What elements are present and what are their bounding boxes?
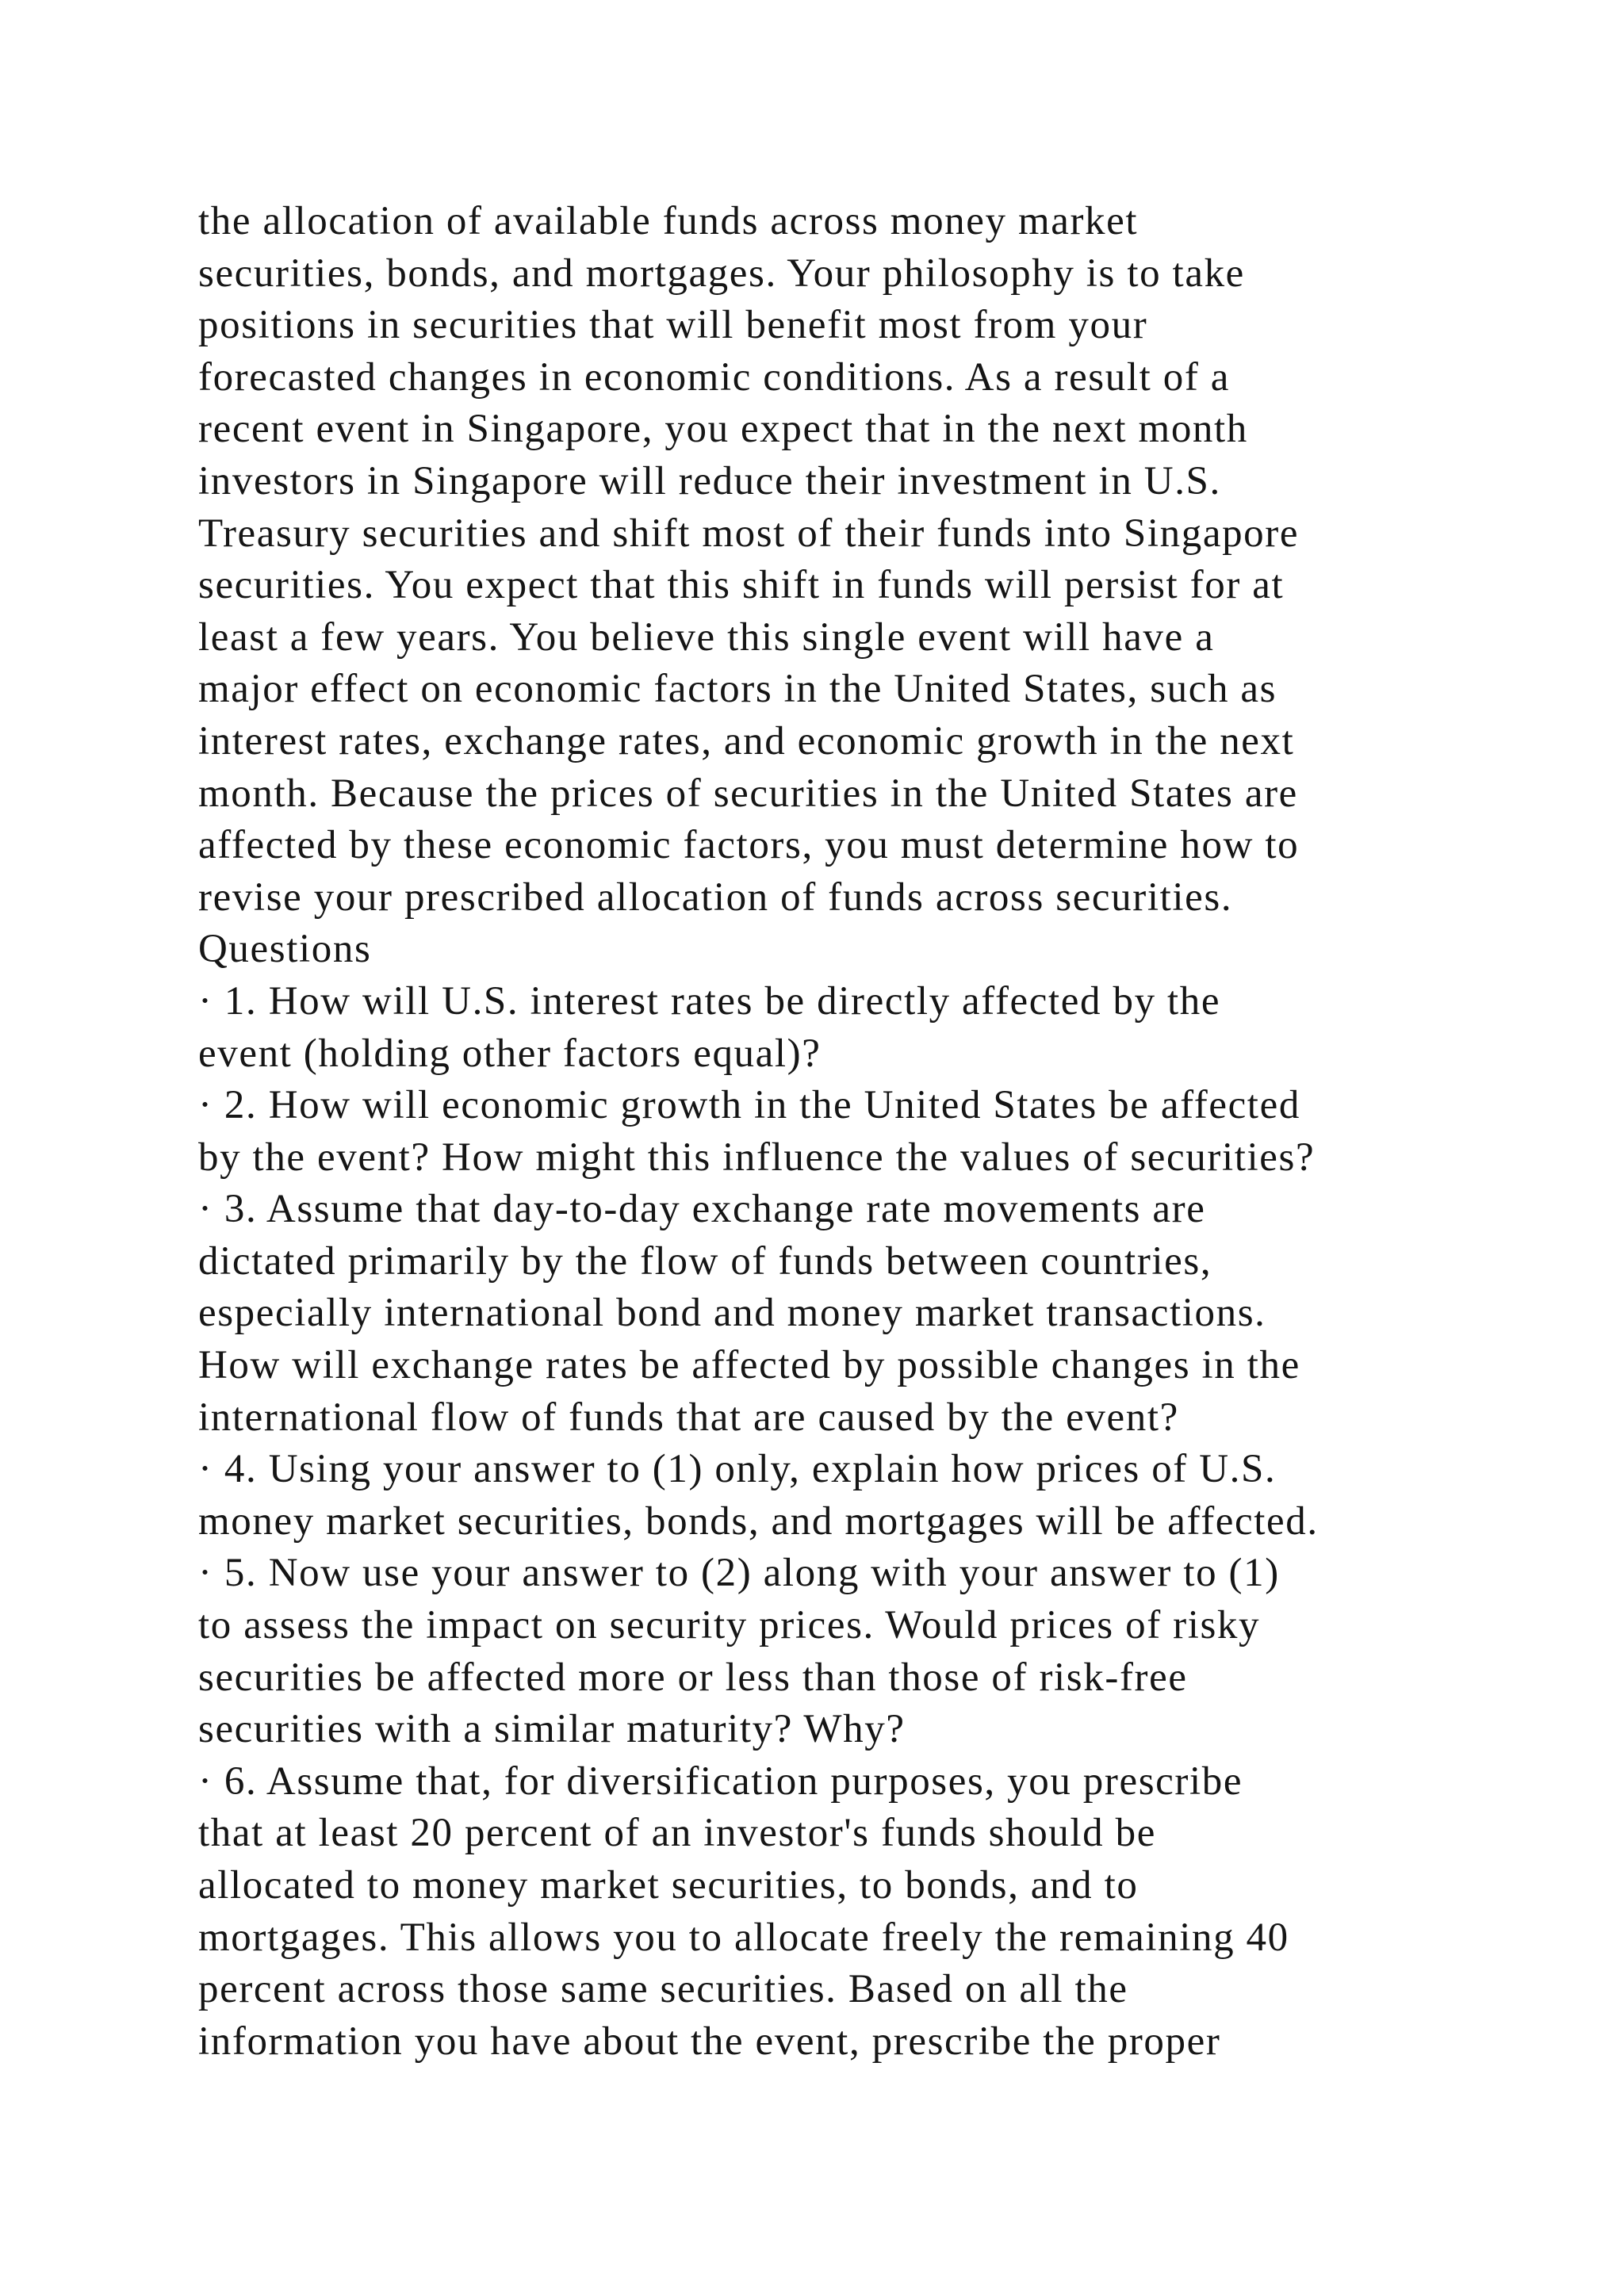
question-6-line: allocated to money market securities, to bonds, and to bbox=[198, 1863, 1139, 1908]
text-line: the allocation of available funds across money market bbox=[198, 199, 1139, 243]
question-3-line: · 3. Assume that day-to-day exchange rate movements are bbox=[198, 1187, 1206, 1232]
question-3-line: How will exchange rates be affected by possible changes in the bbox=[198, 1343, 1300, 1388]
text-line: forecasted changes in economic conditions. As a result of a bbox=[198, 354, 1231, 400]
question-6-line: information you have about the event, prescribe the proper bbox=[198, 2019, 1221, 2064]
text-line: major effect on economic factors in the United States, such as bbox=[198, 667, 1277, 712]
question-3-line: especially international bond and money market transactions. bbox=[198, 1291, 1266, 1336]
question-5-line: · 5. Now use your answer to (2) along with your answer to (1) bbox=[198, 1551, 1280, 1596]
text-line: least a few years. You believe this single event will have a bbox=[198, 614, 1215, 660]
question-4-line: · 4. Using your answer to (1) only, explain how prices of U.S. bbox=[198, 1447, 1277, 1492]
section-heading: Questions bbox=[198, 927, 372, 972]
question-5-line: securities be affected more or less than those of risk-free bbox=[198, 1655, 1188, 1700]
question-3-line: international flow of funds that are caused by the event? bbox=[198, 1395, 1179, 1440]
question-6-line: · 6. Assume that, for diversification purposes, you prescribe bbox=[198, 1758, 1243, 1804]
text-line: month. Because the prices of securities in the United States are bbox=[198, 771, 1298, 816]
document-body bbox=[198, 196, 1499, 2068]
question-1-line: · 1. How will U.S. interest rates be directly affected by the bbox=[198, 978, 1221, 1024]
question-6-line: mortgages. This allows you to allocate freely the remaining 40 bbox=[198, 1915, 1289, 1960]
question-1-line: event (holding other factors equal)? bbox=[198, 1031, 822, 1076]
text-line: positions in securities that will benefit most from your bbox=[198, 303, 1148, 348]
text-line: affected by these economic factors, you must determine how to bbox=[198, 823, 1300, 868]
question-4-line: money market securities, bonds, and mortgages will be affected. bbox=[198, 1498, 1319, 1544]
text-line: securities. You expect that this shift in funds will persist for at bbox=[198, 563, 1285, 608]
question-6-line: that at least 20 percent of an investor's funds should be bbox=[198, 1811, 1156, 1856]
text-line: revise your prescribed allocation of funds across securities. bbox=[198, 874, 1233, 920]
question-5-line: securities with a similar maturity? Why? bbox=[198, 1707, 906, 1752]
text-line: recent event in Singapore, you expect that in the next month bbox=[198, 407, 1248, 452]
question-6-line: percent across those same securities. Based on all the bbox=[198, 1967, 1128, 2012]
text-line: interest rates, exchange rates, and economic growth in the next bbox=[198, 718, 1295, 763]
text-line: investors in Singapore will reduce their investment in U.S. bbox=[198, 458, 1221, 503]
question-3-line: dictated primarily by the flow of funds between countries, bbox=[198, 1238, 1212, 1284]
question-2-line: by the event? How might this influence the values of securities? bbox=[198, 1135, 1316, 1180]
question-2-line: · 2. How will economic growth in the United States be affected bbox=[198, 1083, 1300, 1128]
question-5-line: to assess the impact on security prices. Would prices of risky bbox=[198, 1603, 1261, 1648]
text-line: securities, bonds, and mortgages. Your philosophy is to take bbox=[198, 251, 1245, 296]
text-line: Treasury securities and shift most of their funds into Singapore bbox=[198, 511, 1300, 556]
